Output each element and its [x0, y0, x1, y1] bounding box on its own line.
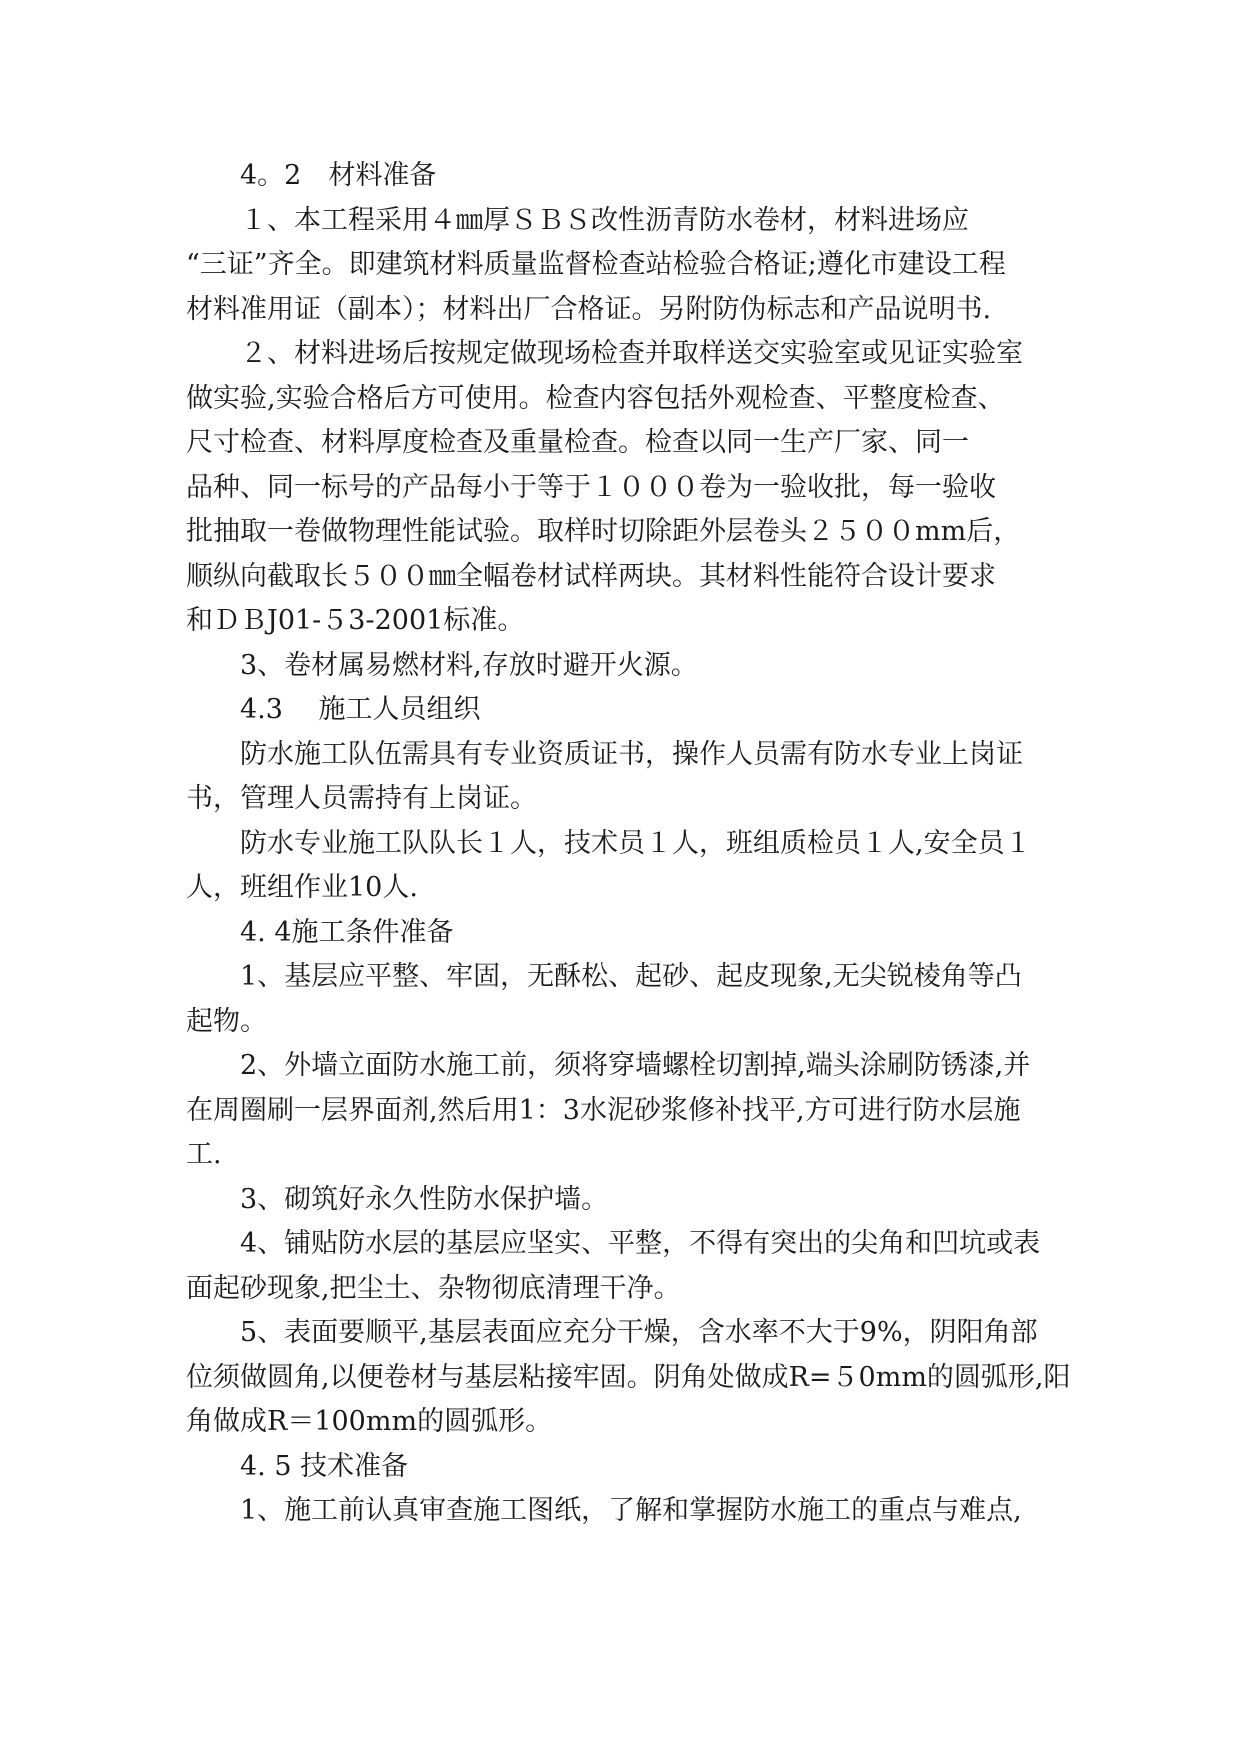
paragraph-line: 做实验,实验合格后方可使用。检查内容包括外观检查、平整度检查、	[186, 382, 1005, 414]
paragraph-line: 4、铺贴防水层的基层应坚实、平整，不得有突出的尖角和凹坑或表	[240, 1228, 1041, 1259]
paragraph-line: 批抽取一卷做物理性能试验。取样时切除距外层卷头２５００mm后，	[186, 516, 1021, 547]
paragraph-line: １、本工程采用４㎜厚ＳＢＳ改性沥青防水卷材，材料进场应	[240, 204, 969, 236]
paragraph-line: 尺寸检查、材料厚度检查及重量检查。检查以同一生产厂家、同一	[186, 427, 969, 458]
paragraph-line: 5、表面要顺平,基层表面应充分干燥，含水率不大于9%，阴阳角部	[240, 1317, 1038, 1348]
section-heading: 4。2 材料准备	[240, 160, 437, 191]
paragraph-line: 顺纵向截取长５００㎜全幅卷材试样两块。其材料性能符合设计要求	[186, 560, 996, 592]
paragraph-line: 3、卷材属易燃材料,存放时避开火源。	[240, 649, 698, 681]
paragraph-line: “三证”齐全。即建筑材料质量监督检查站检验合格证;遵化市建设工程	[186, 249, 1006, 280]
paragraph-line: 品种、同一标号的产品每小于等于１０００卷为一验收批，每一验收	[186, 471, 996, 503]
document-body	[186, 154, 1096, 1534]
paragraph-line: 角做成R＝100mm的圆弧形。	[186, 1406, 553, 1437]
section-heading: 4. 5 技术准备	[240, 1450, 409, 1482]
paragraph-line: ２、材料进场后按规定做现场检查并取样送交实验室或见证实验室	[240, 338, 1023, 369]
paragraph-line: 防水专业施工队队长１人，技术员１人，班组质检员１人,安全员１	[240, 827, 1032, 859]
paragraph-line: 和ＤＢJ01-５3-2001标准。	[186, 605, 525, 636]
section-heading: 4.3 施工人员组织	[240, 694, 481, 725]
paragraph-line: 2、外墙立面防水施工前，须将穿墙螺栓切割掉,端头涂刷防锈漆,并	[240, 1050, 1031, 1081]
paragraph-line: 3、砌筑好永久性防水保护墙。	[240, 1183, 609, 1215]
paragraph-line: 在周圈刷一层界面剂,然后用1：3水泥砂浆修补找平,方可进行防水层施	[186, 1094, 1021, 1126]
paragraph-line: 1、施工前认真审查施工图纸，了解和掌握防水施工的重点与难点,	[240, 1495, 1022, 1526]
paragraph-line: 1、基层应平整、牢固，无酥松、起砂、起皮现象,无尖锐棱角等凸	[240, 961, 1022, 992]
section-heading: 4. 4施工条件准备	[240, 916, 454, 948]
paragraph-line: 面起砂现象,把尘土、杂物彻底清理干净。	[186, 1272, 681, 1304]
paragraph-line: 起物。	[186, 1005, 267, 1037]
paragraph-line: 人，班组作业10人.	[186, 872, 418, 903]
paragraph-line: 工.	[186, 1139, 222, 1170]
paragraph-line: 防水施工队伍需具有专业资质证书，操作人员需有防水专业上岗证	[240, 738, 1023, 770]
paragraph-line: 材料准用证（副本）；材料出厂合格证。另附防伪标志和产品说明书.	[186, 293, 992, 325]
paragraph-line: 书，管理人员需持有上岗证。	[186, 783, 537, 814]
paragraph-line: 位须做圆角,以便卷材与基层粘接牢固。阴角处做成R=５0mm的圆弧形,阳	[186, 1361, 1071, 1393]
